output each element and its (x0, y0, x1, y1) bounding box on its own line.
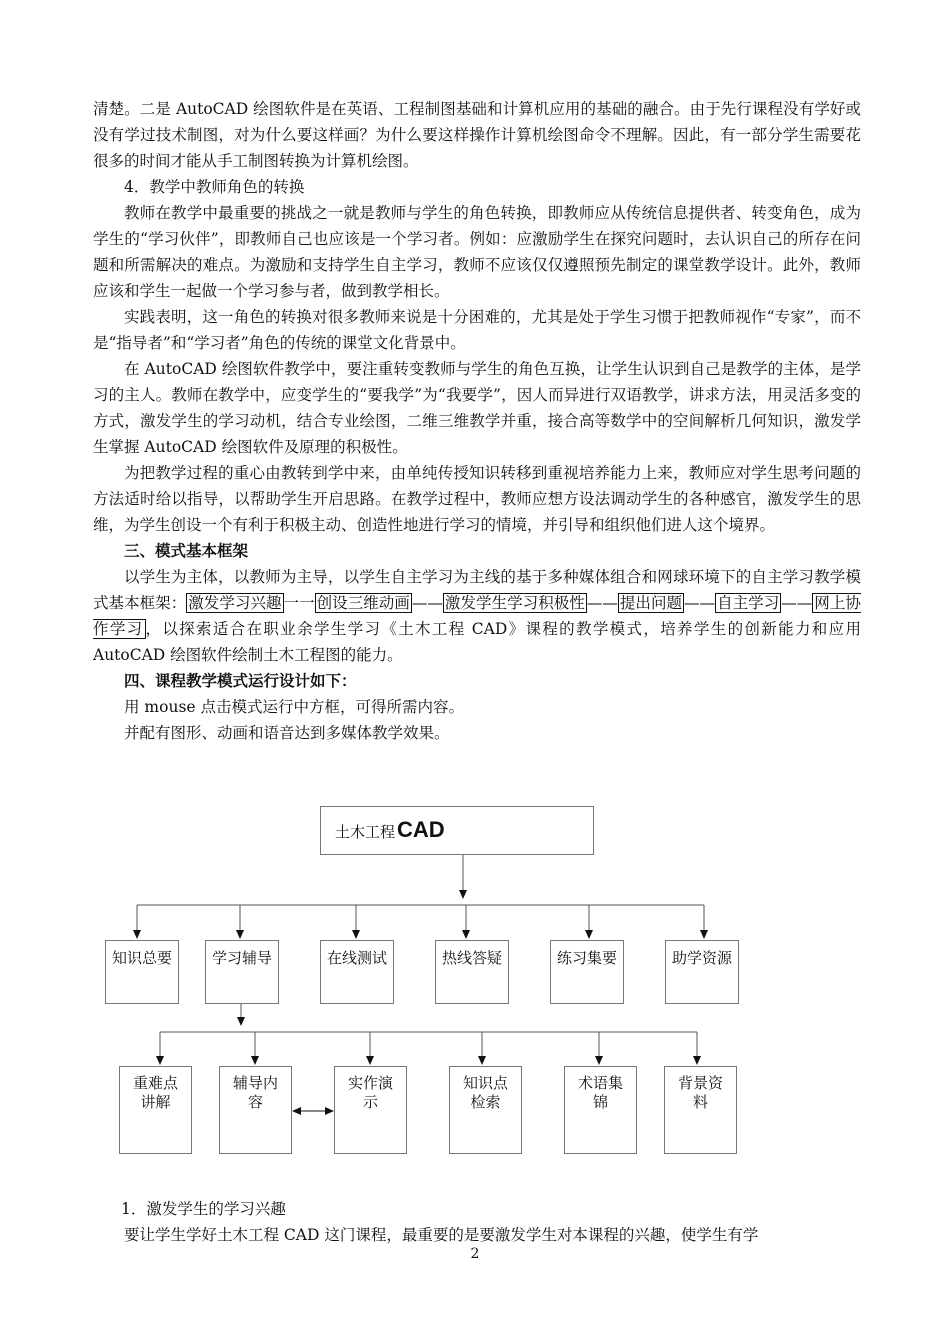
paragraph: 实践表明，这一角色的转换对很多教师来说是十分困难的，尤其是处于学生习惯于把教师视作“专家”，而不是“指导者”和“学习者”角色的传统的课堂文化背景中。 (93, 308, 861, 352)
separator: —— (684, 594, 716, 612)
section-heading: 4．教学中教师角色的转换 (124, 178, 305, 196)
node-hotline-qa[interactable]: 热线答疑 (435, 940, 509, 1004)
root-node-civil-cad[interactable] (320, 806, 594, 855)
paragraph: 要让学生学好土木工程 CAD 这门课程，最重要的是要激发学生对本课程的兴趣，使学生有学 (124, 1226, 759, 1244)
section-heading: 1．激发学生的学习兴趣 (121, 1200, 286, 1218)
link-raise-question[interactable]: 提出问题 (619, 594, 683, 612)
separator: 一一 (283, 594, 315, 612)
separator: —— (781, 594, 813, 612)
section-heading: 三、模式基本框架 (124, 541, 249, 560)
node-learning-resources[interactable]: 助学资源 (665, 940, 739, 1004)
framework-intro: 以学生为主体，以教师为主导，以学生自主学习为主线的基于多种媒体组合和网球环境下的自主学习教学模式基本框架： (93, 568, 861, 612)
section-heading: 四、课程教学模式运行设计如下： (124, 671, 357, 690)
node-guidance-content[interactable]: 辅导内容 (219, 1066, 292, 1154)
node-knowledge-summary[interactable]: 知识总要 (105, 940, 179, 1004)
paragraph: 为把教学过程的重心由教转到学中来，由单纯传授知识转移到重视培养能力上来，教师应对学生思考问题的方法适时给以指导，以帮助学生开启思路。在教学过程中，教师应想方设法调动学生的各种感官，激发学生的思维，为学生创设一个有利于积极主动、创造性地进行学习的情境，并引导和组织他们进人这个境界。 (93, 464, 861, 534)
paragraph: 教师在教学中最重要的挑战之一就是教师与学生的角色转换，即教师应从传统信息提供者、转变角色，成为学生的“学习伙伴”，即教师自己也应该是一个学习者。例如：应激励学生在探究问题时，去认识自己的所存在问题和所需解决的难点。为激励和支持学生自主学习，教师不应该仅仅遵照预先制定的课堂教学设计。此外，教师应该和学生一起做一个学习参与者，做到教学相长。 (93, 204, 861, 300)
page-number: 2 (470, 1246, 480, 1262)
separator: —— (586, 594, 618, 612)
link-online-collab[interactable]: 网上协作学习 (93, 594, 861, 638)
following-section (93, 1196, 861, 1248)
node-terminology[interactable]: 术语集锦 (564, 1066, 637, 1154)
separator: —— (411, 594, 443, 612)
node-practical-demo[interactable]: 实作演示 (334, 1066, 407, 1154)
framework-outro: ，以探索适合在职业余学生学习《土木工程 CAD》课程的教学模式，培养学生的创新能力和应用 AutoCAD 绘图软件绘制土木工程图的能力。 (93, 620, 861, 664)
link-3d-animation[interactable]: 创设三维动画 (316, 594, 410, 612)
node-exercise-set[interactable]: 练习集要 (550, 940, 624, 1004)
root-label-cad: CAD (397, 817, 445, 842)
root-label: 土木工程 (335, 823, 396, 841)
node-online-test[interactable]: 在线测试 (320, 940, 394, 1004)
paragraph: 并配有图形、动画和语音达到多媒体教学效果。 (124, 724, 450, 742)
paragraph: 用 mouse 点击模式运行中方框，可得所需内容。 (124, 698, 464, 716)
node-study-guidance[interactable]: 学习辅导 (205, 940, 279, 1004)
paragraph: 在 AutoCAD 绘图软件教学中，要注重转变教师与学生的角色互换，让学生认识到自己是教学的主体，是学习的主人。教师在教学中，应变学生的“要我学”为“我要学”，因人而异进行双语教学，讲求方法，用灵活多变的方式，激发学生的学习动机，结合专业绘图，二维三维教学并重，接合高等数学中的空间解析几何知识，激发学生掌握 AutoCAD 绘图软件及原理的积极性。 (93, 360, 861, 456)
node-background-material[interactable]: 背景资料 (664, 1066, 737, 1154)
link-stimulate-interest[interactable]: 激发学习兴趣 (188, 594, 282, 612)
link-self-study[interactable]: 自主学习 (717, 594, 780, 612)
link-motivation[interactable]: 激发学生学习积极性 (444, 594, 585, 612)
node-key-difficulties[interactable]: 重难点讲解 (119, 1066, 192, 1154)
paragraph: 清楚。二是 AutoCAD 绘图软件是在英语、工程制图基础和计算机应用的基础的融合。由于先行课程没有学好或没有学过技术制图，对为什么要这样画？为什么要这样操作计算机绘图命令不理解。因此，有一部分学生需要花很多的时间才能从手工制图转换为计算机绘图。 (93, 100, 861, 170)
node-knowledge-search[interactable]: 知识点检索 (449, 1066, 522, 1154)
